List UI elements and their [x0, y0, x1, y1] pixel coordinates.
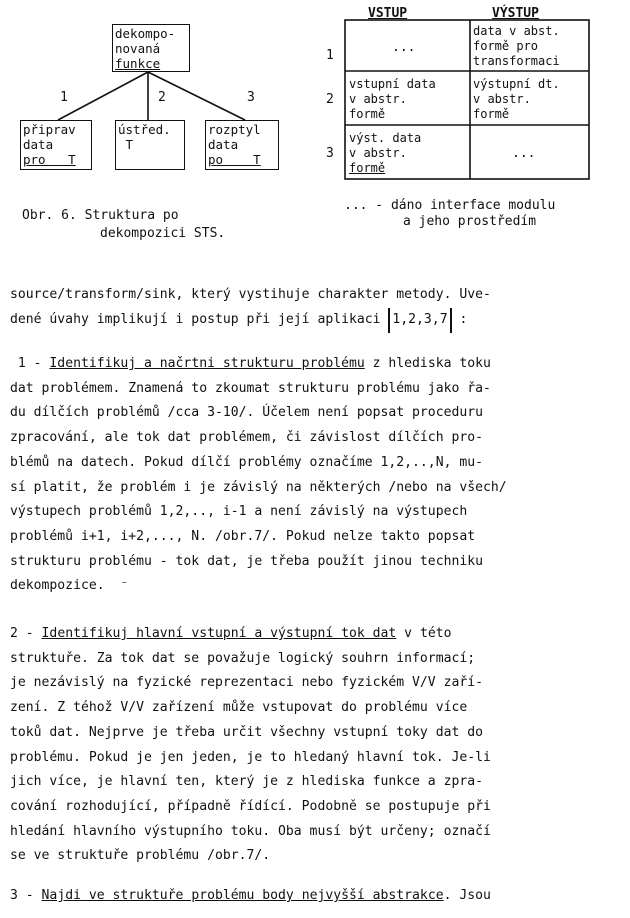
fig6-branch-label-3: 3 [247, 90, 255, 105]
table-header-output: VÝSTUP [492, 6, 539, 21]
step2-line: struktuře. Za tok dat se považuje logický souhrn informací; [10, 651, 476, 666]
step1-line: zpracování, ale tok dat problémem, či závislost dílčích pro- [10, 430, 483, 445]
step1-line: výstupech problémů 1,2,.., i-1 a není závislý na výstupech [10, 504, 468, 519]
step3-heading-line: 3 - Najdi ve struktuře problému body nejvyšší abstrakce. Jsou [10, 888, 491, 903]
step1-line: sí platit, že problém i je závislý na některých /nebo na všech/ [10, 480, 507, 495]
step1-line: du dílčích problémů /cca 3-10/. Účelem není popsat proceduru [10, 405, 483, 420]
table-cell-2-in: vstupní data v abstr. formě [349, 77, 436, 121]
table-row-number-1: 1 [326, 48, 334, 63]
fig6-branch-label-1: 1 [60, 90, 68, 105]
fig6-top-box: dekompo- novaná funkce [112, 24, 190, 72]
intro-line-2: dené úvahy implikují i postup při její aplikaci 1,2,3,7 : [10, 308, 622, 333]
step2-line: toků dat. Nejprve je třeba určit všechny vstupní toky dat do [10, 725, 483, 740]
step2-line: problému. Pokud je jen jeden, je to hledaný hlavní tok. Je-li [10, 750, 491, 765]
step1-heading-line: 1 - Identifikuj a načrtni strukturu problému z hlediska toku [10, 356, 491, 371]
step2-heading-line: 2 - Identifikuj hlavní vstupní a výstupní tok dat v této [10, 626, 452, 641]
step2-line: cování rozhodující, případně řídící. Podobně se postupuje při [10, 799, 491, 814]
step2-line: jich více, je hlavní ten, který je z hlediska funkce a zpra- [10, 774, 483, 789]
fig6-branch-label-2: 2 [158, 90, 166, 105]
table-cell-1-out: data v abst. formě pro transformaci [473, 24, 560, 68]
fig6-caption-line1: Obr. 6. Struktura po [22, 208, 179, 223]
table-legend-line2: a jeho prostředím [403, 214, 537, 229]
intro-line-1: source/transform/sink, který vystihuje charakter metody. Uve- [10, 287, 491, 302]
step2-title: Identifikuj hlavní vstupní a výstupní tok dat [41, 626, 397, 641]
step3-title: Najdi ve struktuře problému body nejvyšší abstrakce [41, 888, 444, 903]
step1-line: blémů na datech. Pokud dílčí problémy označíme 1,2,..,N, mu- [10, 455, 483, 470]
fig6-leaf-box-scatter: rozptyl data po T [205, 120, 279, 170]
table-legend-line1: ... - dáno interface modulu [344, 198, 556, 213]
step1-line: dekompozice. ⁻ [10, 578, 129, 593]
step1-line: strukturu problému - tok dat, je třeba použít jinou techniku [10, 554, 483, 569]
step1-title: Identifikuj a načrtni strukturu problému [49, 356, 365, 371]
reference-bracket: 1,2,3,7 [388, 308, 451, 333]
table-cell-2-out: výstupní dt. v abstr. formě [473, 77, 560, 121]
table-cell-3-out: ... [512, 146, 536, 161]
table-cell-1-in: ... [392, 40, 416, 55]
step2-line: zení. Z téhož V/V zařízení může vstupovat do problému více [10, 700, 468, 715]
table-header-input: VSTUP [368, 6, 408, 21]
table-cell-3-in: výst. data v abstr. formě [349, 131, 422, 175]
step1-line: dat problémem. Znamená to zkoumat strukturu problému jako řa- [10, 381, 491, 396]
step2-line: hledání hlavního výstupního toku. Oba musí být určeny; označí [10, 824, 491, 839]
table-row-number-2: 2 [326, 92, 334, 107]
fig6-caption-line2: dekompozici STS. [100, 226, 226, 241]
fig6-leaf-box-central: ústřed. T [115, 120, 185, 170]
fig6-leaf-box-prepare: připrav data pro T [20, 120, 92, 170]
step2-line: se ve struktuře problému /obr.7/. [10, 848, 271, 863]
step1-line: problémů i+1, i+2,..., N. /obr.7/. Pokud nelze takto popsat [10, 529, 476, 544]
table-row-number-3: 3 [326, 146, 334, 161]
step2-line: je nezávislý na fyzické reprezentaci nebo fyzickém V/V zaří- [10, 675, 483, 690]
